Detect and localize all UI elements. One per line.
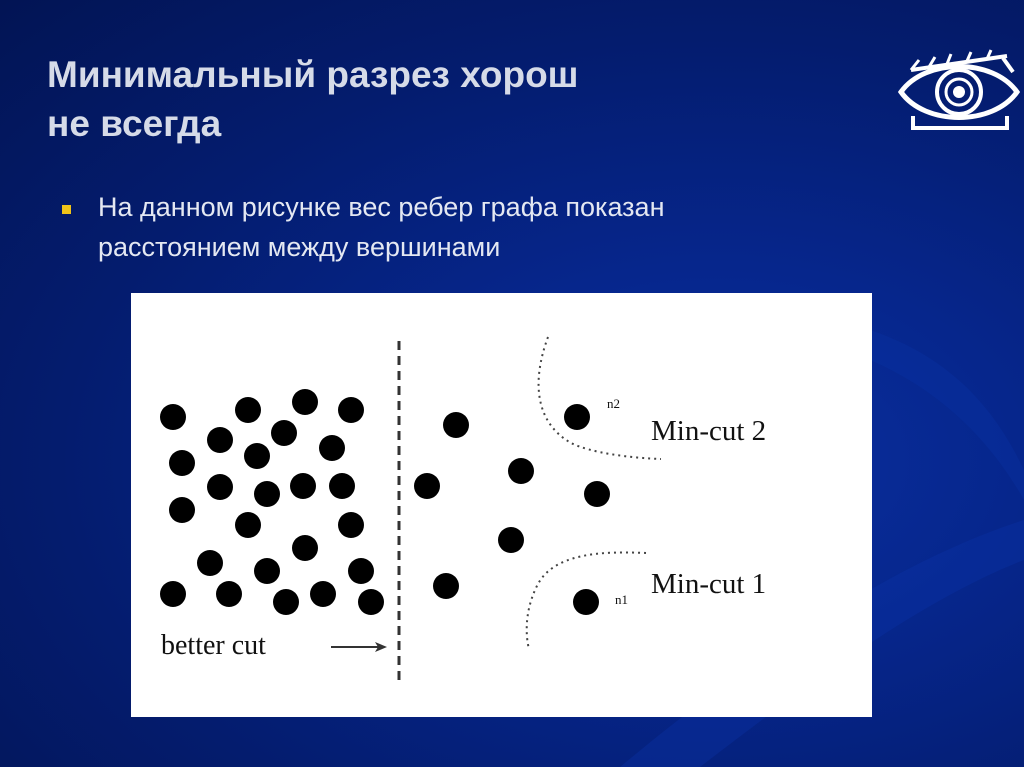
bullet-text-line-2: расстоянием между вершинами xyxy=(98,232,501,262)
graph-node xyxy=(169,497,195,523)
graph-node xyxy=(292,389,318,415)
graph-node xyxy=(160,404,186,430)
graph-cut-diagram xyxy=(131,293,872,717)
bullet-text-line-1: На данном рисунке вес ребер графа показан xyxy=(98,192,665,222)
graph-node xyxy=(254,558,280,584)
graph-node xyxy=(358,589,384,615)
graph-node xyxy=(443,412,469,438)
right-side-nodes xyxy=(414,404,610,615)
slide-title-line-2: не всегда xyxy=(47,103,222,144)
graph-node xyxy=(169,450,195,476)
graph-node xyxy=(207,474,233,500)
graph-node xyxy=(329,473,355,499)
node-n2-label: n2 xyxy=(607,396,620,411)
better-cut-label: better cut xyxy=(161,630,266,661)
min-cut-1-label: Min-cut 1 xyxy=(651,568,767,600)
graph-node xyxy=(244,443,270,469)
graph-node xyxy=(573,589,599,615)
graph-node xyxy=(348,558,374,584)
min-cut-2-curve xyxy=(539,337,661,459)
graph-node xyxy=(290,473,316,499)
graph-node xyxy=(216,581,242,607)
slide-title-line-1: Минимальный разрез хорош xyxy=(47,54,579,95)
slide-title xyxy=(47,50,847,148)
graph-node xyxy=(235,397,261,423)
graph-node xyxy=(254,481,280,507)
graph-node xyxy=(584,481,610,507)
min-cut-2-label: Min-cut 2 xyxy=(651,415,767,447)
left-cluster-nodes xyxy=(160,389,384,615)
graph-node xyxy=(207,427,233,453)
bullet-marker xyxy=(62,205,71,214)
graph-node xyxy=(414,473,440,499)
graph-cut-figure xyxy=(131,293,872,717)
graph-node xyxy=(338,512,364,538)
graph-node xyxy=(498,527,524,553)
graph-node xyxy=(433,573,459,599)
eye-icon xyxy=(895,48,1023,132)
graph-node xyxy=(271,420,297,446)
graph-node xyxy=(508,458,534,484)
graph-node xyxy=(310,581,336,607)
graph-node xyxy=(197,550,223,576)
graph-node xyxy=(319,435,345,461)
graph-node xyxy=(235,512,261,538)
graph-node xyxy=(160,581,186,607)
graph-node xyxy=(338,397,364,423)
better-cut-arrow xyxy=(331,642,387,652)
node-n1-label: n1 xyxy=(615,592,628,607)
graph-node xyxy=(273,589,299,615)
bullet-text xyxy=(98,187,918,267)
graph-node xyxy=(292,535,318,561)
graph-node xyxy=(564,404,590,430)
